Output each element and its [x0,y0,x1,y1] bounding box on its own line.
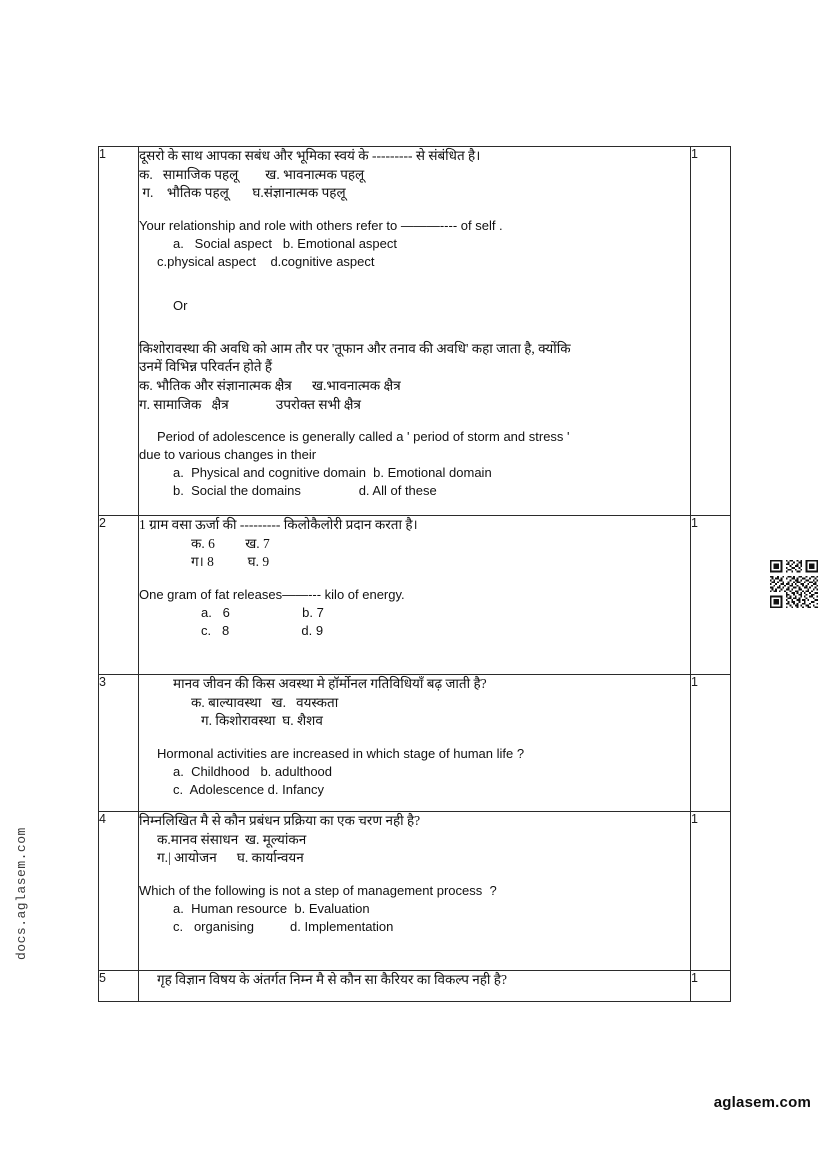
question-number: 4 [99,812,106,826]
option-line: c. organising d. Implementation [173,918,394,934]
qr-code [768,558,820,610]
question-number: 5 [99,971,106,985]
option-line: ग. सामाजिक क्षैत्र उपरोक्त सभी क्षैत्र [139,396,361,412]
marks-cell [691,147,731,516]
option-line: ग. भौतिक पहलू घ.संज्ञानात्मक पहलू [139,185,346,201]
question-number: 1 [99,147,106,161]
option-line: c.physical aspect d.cognitive aspect [157,253,375,269]
question-body-cell [139,812,691,971]
question-number-cell [99,812,139,971]
question-line: Period of adolescence is generally called a ' period of storm and stress ' [157,429,570,445]
marks-cell [691,971,731,1002]
question-line: उनमें विभिन्न परिवर्तन होते हैं [139,359,273,375]
question-line: Your relationship and role with others refer to ———---- of self . [139,217,503,233]
question-body-cell [139,675,691,812]
question-body-cell [139,147,691,516]
marks-value: 1 [691,812,698,826]
marks-value: 1 [691,971,698,985]
spacer [139,271,690,285]
table-row [99,516,731,675]
table-row [99,147,731,516]
spacer [139,731,690,745]
option-line: क. सामाजिक पहलू ख. भावनात्मक पहलू [139,166,365,182]
question-number: 2 [99,516,106,530]
question-line: 1 ग्राम वसा ऊर्जा की --------- किलोकैलोरी प्रदान करता है। [139,517,418,532]
option-line: क. भौतिक और संज्ञानात्मक क्षैत्र ख.भावनात्मक क्षैत्र [139,377,401,393]
option-line: a. Childhood b. adulthood [173,763,333,779]
question-number: 3 [99,675,106,689]
spacer [139,868,690,882]
marks-value: 1 [691,675,698,689]
question-number-cell [99,971,139,1002]
option-line: a. Social aspect b. Emotional aspect [173,235,398,251]
marks-value: 1 [691,516,698,530]
option-line: क. 6 ख. 7 [191,535,270,551]
option-line: a. Human resource b. Evaluation [173,900,370,916]
marks-cell [691,675,731,812]
option-line: ग. किशोरावस्था घ. शैशव [201,713,323,729]
marks-value: 1 [691,147,698,161]
option-line: c. Adolescence d. Infancy [173,781,325,797]
option-line: क.मानव संसाधन ख. मूल्यांकन [157,831,307,847]
option-line: c. 8 d. 9 [201,622,324,638]
question-line: निम्नलिखित मै से कौन प्रबंधन प्रक्रिया का एक चरण नही है? [139,813,421,828]
marks-cell [691,516,731,675]
question-number-cell [99,147,139,516]
brand-logo: aglasem.com [713,1094,811,1111]
question-table-body [99,147,731,1002]
table-row [99,675,731,812]
side-watermark: docs.aglasem.com [14,827,29,960]
question-table [98,146,731,1002]
option-line: क. बाल्यावस्था ख. वयस्कता [191,694,339,710]
question-line: due to various changes in their [139,447,317,463]
question-body-cell [139,971,691,1002]
table-row [99,812,731,971]
option-line: a. Physical and cognitive domain b. Emotional domain [173,465,492,481]
table-row [99,971,731,1002]
question-line: किशोरावस्था की अवधि को आम तौर पर 'तूफान और तनाव की अवधि' कहा जाता है, क्योंकि [139,340,571,356]
option-line: ग। 8 घ. 9 [191,554,270,570]
marks-cell [691,812,731,971]
question-number-cell [99,516,139,675]
or-separator: Or [173,297,188,313]
spacer [139,414,690,428]
question-line: Which of the following is not a step of management process ? [139,882,497,898]
question-line: मानव जीवन की किस अवस्था मे हॉर्मोनल गतिविधियाँ बढ़ जाती है? [173,676,487,691]
option-line: b. Social the domains d. All of these [173,483,437,498]
question-body-cell [139,516,691,675]
option-line: ग.| आयोजन घ. कार्यान्वयन [157,850,304,866]
question-line: गृह विज्ञान विषय के अंतर्गत निम्न मै से कौन सा कैरियर का विकल्प नही है? [157,972,507,987]
spacer [139,203,690,217]
option-line: a. 6 b. 7 [201,604,324,620]
question-line: One gram of fat releases——--- kilo of energy. [139,586,405,602]
spacer [139,326,690,340]
spacer [139,572,690,586]
question-line: दूसरो के साथ आपका सबंध और भूमिका स्वयं के --------- से संबंधित है। [139,148,481,163]
question-number-cell [99,675,139,812]
question-line: Hormonal activities are increased in which stage of human life ? [157,745,525,761]
